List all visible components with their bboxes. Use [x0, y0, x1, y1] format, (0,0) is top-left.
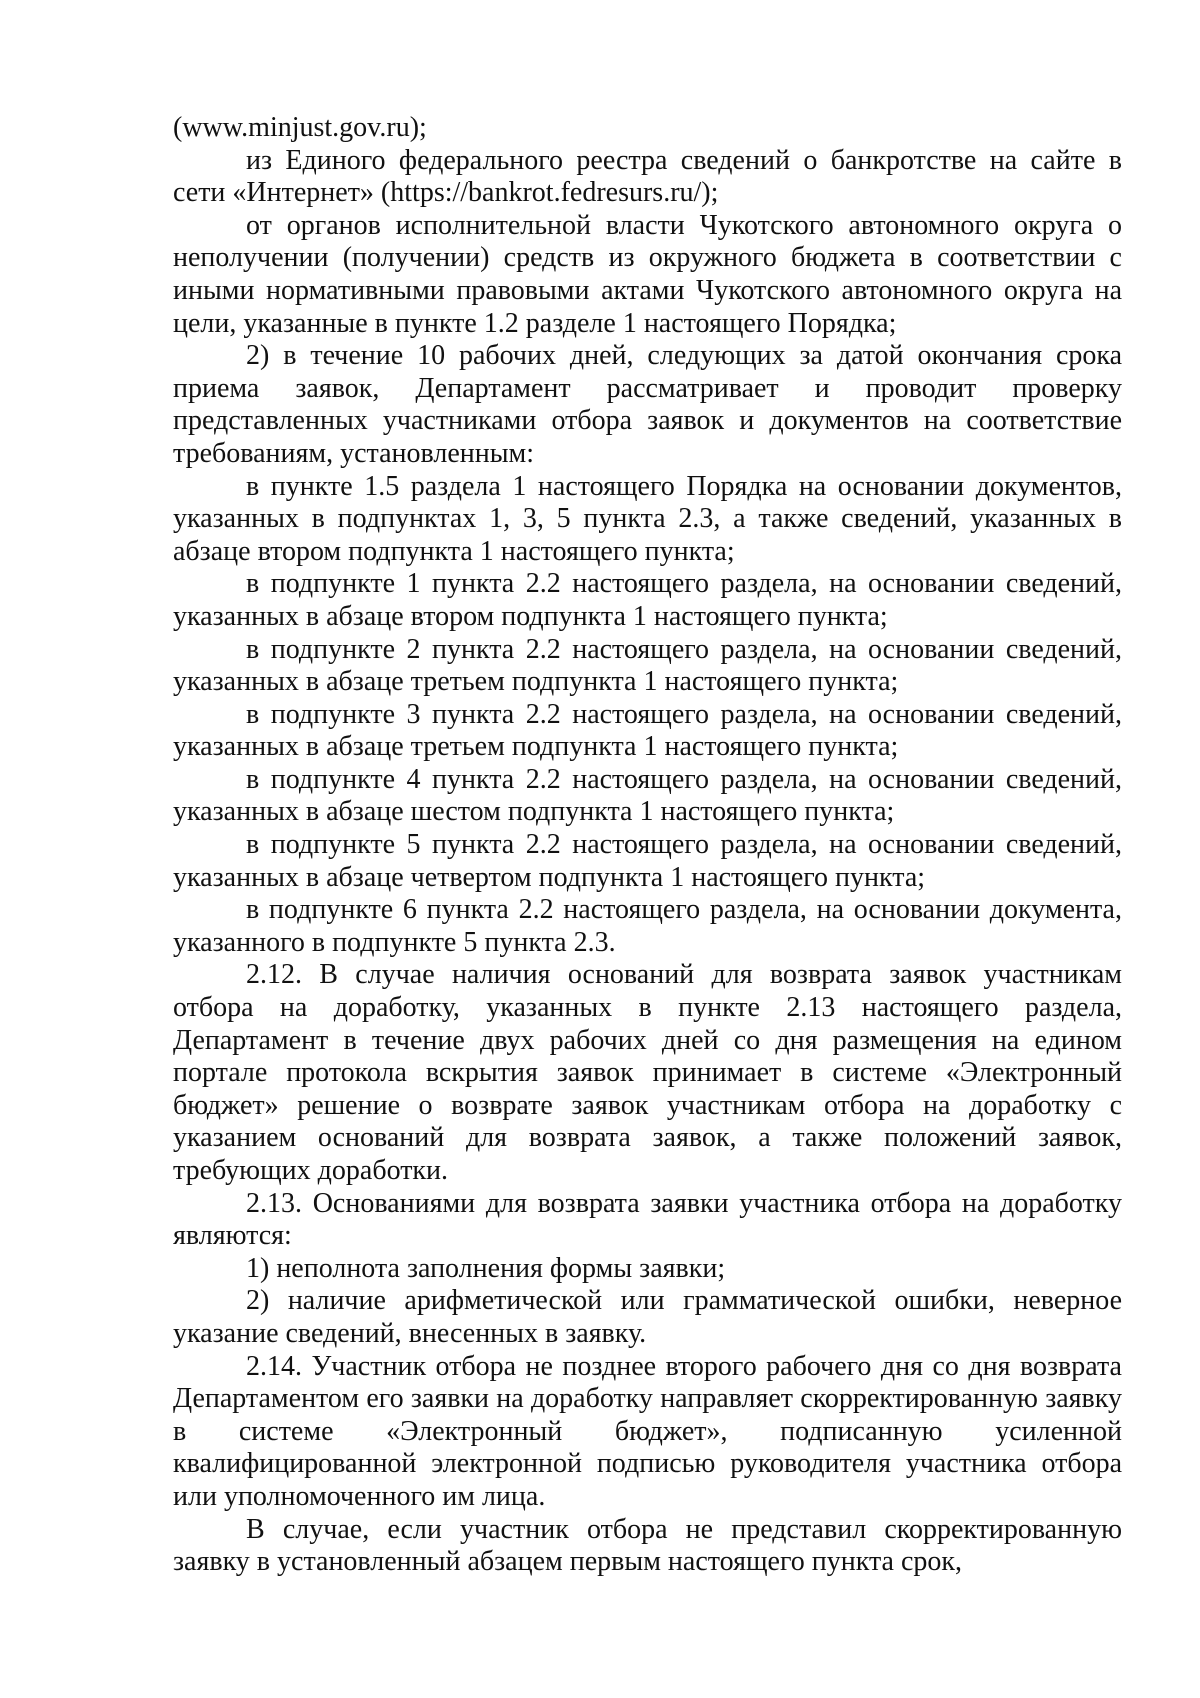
paragraph: 2) наличие арифметической или грамматической ошибки, неверное указание сведений, внесенных в заявку.	[173, 1285, 1122, 1349]
paragraph: в подпункте 3 пункта 2.2 настоящего раздела, на основании сведений, указанных в абзаце третьем подпункта 1 настоящего пункта;	[173, 698, 1122, 763]
paragraph: в подпункте 5 пункта 2.2 настоящего раздела, на основании сведений, указанных в абзаце четвертом подпункта 1 настоящего пункта;	[173, 829, 1122, 893]
paragraph: 2) в течение 10 рабочих дней, следующих за датой окончания срока приема заявок, Департамент рассматривает и проводит проверку представленных участниками отбора заявок и документов на соответствие требованиям, установленным:	[173, 340, 1122, 469]
paragraph: (www.minjust.gov.ru);	[173, 112, 427, 143]
paragraph: в пункте 1.5 раздела 1 настоящего Порядка на основании документов, указанных в подпунктах 1, 3, 5 пункта 2.3, а также сведений, указанных в абзаце втором подпункта 1 настоящего пункта;	[173, 470, 1122, 567]
paragraph: в подпункте 1 пункта 2.2 настоящего раздела, на основании сведений, указанных в абзаце втором подпункта 1 настоящего пункта;	[173, 568, 1122, 632]
paragraph: в подпункте 2 пункта 2.2 настоящего раздела, на основании сведений, указанных в абзаце третьем подпункта 1 настоящего пункта;	[173, 633, 1122, 698]
paragraph: в подпункте 4 пункта 2.2 настоящего раздела, на основании сведений, указанных в абзаце шестом подпункта 1 настоящего пункта;	[173, 763, 1122, 828]
paragraph: 2.13. Основаниями для возврата заявки участника отбора на доработку являются:	[173, 1187, 1122, 1252]
paragraph: 2.14. Участник отбора не позднее второго рабочего дня со дня возврата Департаментом его заявки на доработку направляет скорректированную заявку в системе «Электронный бюджет», подписанную усиленной квалифицированной электронной подписью руководителя участника отбора или уполномоченного им лица.	[173, 1350, 1122, 1512]
paragraph: 1) неполнота заполнения формы заявки;	[246, 1252, 726, 1284]
paragraph: от органов исполнительной власти Чукотского автономного округа о неполучении (получении) средств из окружного бюджета в соответствии с иными нормативными правовыми актами Чукотского автономного округа на цели, указанные в пункте 1.2 разделе 1 настоящего Порядка;	[173, 209, 1122, 339]
paragraph: 2.12. В случае наличия оснований для возврата заявок участникам отбора на доработку, указанных в пункте 2.13 настоящего раздела, Департамент в течение двух рабочих дней со дня размещения на едином портале протокола вскрытия заявок принимает в системе «Электронный бюджет» решение о возврате заявок участникам отбора на доработку с указанием оснований для возврата заявок, а также положений заявок, требующих доработки.	[173, 959, 1122, 1186]
paragraph: В случае, если участник отбора не представил скорректированную заявку в установленный абзацем первым настоящего пункта срок,	[173, 1513, 1122, 1578]
paragraph: в подпункте 6 пункта 2.2 настоящего раздела, на основании документа, указанного в подпункте 5 пункта 2.3.	[173, 894, 1122, 958]
paragraph: из Единого федерального реестра сведений о банкротстве на сайте в сети «Интернет» (https://bankrot.fedresurs.ru/);	[173, 144, 1122, 209]
document-body	[173, 112, 1122, 1579]
